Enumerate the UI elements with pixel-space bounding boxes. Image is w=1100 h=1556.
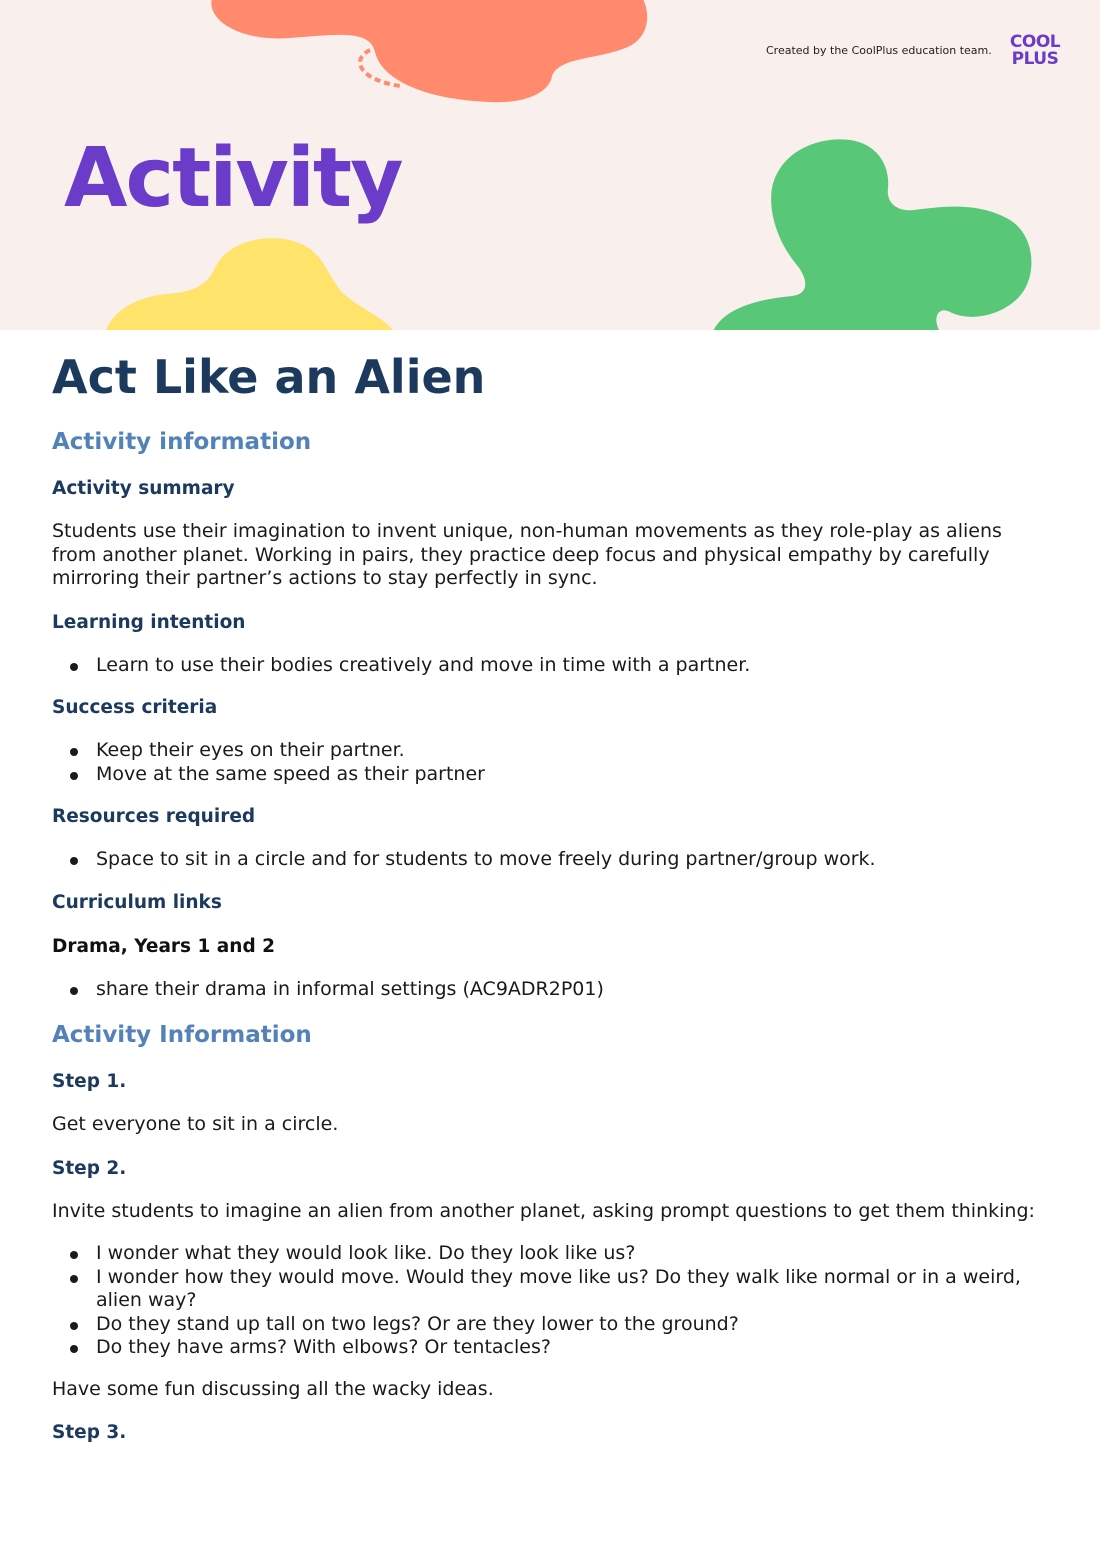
coolplus-logo [1004, 34, 1066, 72]
resources-list [52, 848, 1052, 872]
list-item: I wonder how they would move. Would they move like us? Do they walk like normal or in a weird, alien way? [52, 1266, 1052, 1313]
curriculum-subject-heading: Drama, Years 1 and 2 [52, 935, 276, 957]
hero-title: Activity [64, 131, 402, 226]
header-banner [0, 0, 1100, 330]
step-1-heading: Step 1. [52, 1071, 127, 1092]
activity-summary-heading: Activity summary [52, 478, 235, 499]
logo-line-2: PLUS [1011, 49, 1059, 69]
page-title: Act Like an Alien [52, 350, 486, 404]
curriculum-links-heading: Curriculum links [52, 891, 222, 913]
list-item: I wonder what they would look like. Do they look like us? [52, 1242, 1052, 1266]
steps-section-heading: Activity Information [52, 1022, 312, 1048]
green-blob-decoration [700, 132, 1045, 330]
list-item: Keep their eyes on their partner. [52, 739, 1052, 763]
list-item: Learn to use their bodies creatively and move in time with a partner. [52, 654, 1052, 678]
step-2-text: Invite students to imagine an alien from another planet, asking prompt questions to get them thinking: [52, 1199, 1035, 1222]
coral-blob-decoration [200, 0, 660, 120]
step-3-heading: Step 3. [52, 1422, 127, 1443]
resources-required-heading: Resources required [52, 806, 256, 827]
learning-intention-heading: Learning intention [52, 611, 246, 633]
step-2-heading: Step 2. [52, 1157, 127, 1179]
success-criteria-list [52, 739, 1052, 786]
success-criteria-heading: Success criteria [52, 697, 218, 718]
list-item: Space to sit in a circle and for students to move freely during partner/group work. [52, 848, 1052, 872]
activity-summary-text: Students use their imagination to invent unique, non-human movements as they role-play as aliens from another planet. Working in pairs, they practice deep focus and physical empathy by carefully mirroring their partner’s actions to stay perfectly in sync. [52, 520, 1002, 589]
logo-line-1: COOL [1009, 32, 1061, 52]
activity-information-heading: Activity information [52, 429, 312, 455]
step-2-closing-text: Have some fun discussing all the wacky ideas. [52, 1377, 494, 1400]
list-item: Move at the same speed as their partner [52, 763, 1052, 787]
yellow-blob-decoration [96, 232, 406, 330]
step-1-text: Get everyone to sit in a circle. [52, 1113, 339, 1135]
curriculum-list [52, 978, 1052, 1002]
step-2-question-list [52, 1242, 1052, 1360]
list-item: Do they stand up tall on two legs? Or are they lower to the ground? [52, 1313, 1052, 1337]
credit-text: Created by the CoolPlus education team. [766, 44, 992, 57]
learning-intention-list [52, 654, 1052, 678]
list-item: share their drama in informal settings (AC9ADR2P01) [52, 978, 1052, 1002]
document-body [52, 344, 1052, 1464]
list-item: Do they have arms? With elbows? Or tentacles? [52, 1336, 1052, 1360]
